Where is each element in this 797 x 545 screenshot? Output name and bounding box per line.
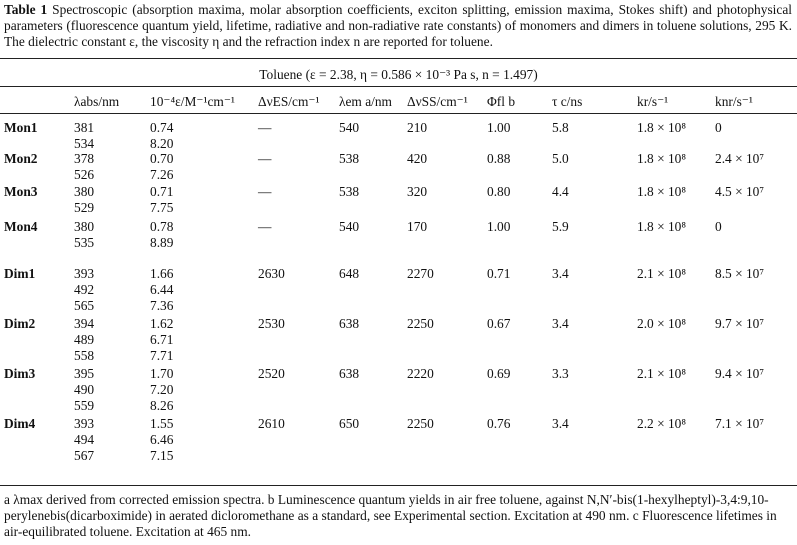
cell-labs: 490 <box>74 382 95 397</box>
cell-dss: 170 <box>407 219 428 234</box>
cell-lem: 638 <box>339 316 360 331</box>
cell-eps: 7.71 <box>150 348 174 363</box>
caption-text: Spectroscopic (absorption maxima, molar absorption coefficients, exciton splitting, emission maxima, Stokes shift) and photophysical parameters (fluorescence quantum yield, lifetime, radiative and non-radiative rate constants) of monomers and dimers in toluene solutions, 295 K. The dielectric constant ε, the viscosity η and the refraction index n are reported for toluene. <box>4 2 792 49</box>
cell-dss: 2270 <box>407 266 434 281</box>
cell-eps: 6.44 <box>150 282 174 297</box>
cell-tau: 4.4 <box>552 184 569 199</box>
footnote-b: b Luminescence quantum yields in air free toluene, against N,N′-bis(1-hexylheptyl)-3,4:9,10-perylenebis(dicarboximide) in aerated dicloromethane as a standard, see Experimental section. Excitation at 490 nm. <box>4 492 769 523</box>
cell-eps: 6.71 <box>150 332 174 347</box>
cell-kr: 1.8 × 10⁸ <box>637 151 687 166</box>
cell-labs: 559 <box>74 398 95 413</box>
cell-eps: 1.55 <box>150 416 174 431</box>
cell-eps: 1.62 <box>150 316 174 331</box>
cell-des: — <box>258 184 272 199</box>
cell-tau: 5.0 <box>552 151 569 166</box>
cell-phi: 0.67 <box>487 316 511 331</box>
cell-labs: 567 <box>74 448 95 463</box>
cell-des: 2630 <box>258 266 285 281</box>
cell-knr: 4.5 × 10⁷ <box>715 184 765 199</box>
cell-labs: 380 <box>74 219 95 234</box>
cell-tau: 3.3 <box>552 366 569 381</box>
table-caption <box>4 2 792 50</box>
cell-des: 2530 <box>258 316 285 331</box>
cell-phi: 0.69 <box>487 366 511 381</box>
cell-eps: 1.66 <box>150 266 174 281</box>
cell-kr: 2.1 × 10⁸ <box>637 366 687 381</box>
col-header-eps: 10⁻⁴ε/M⁻¹cm⁻¹ <box>150 94 235 109</box>
cell-eps: 8.89 <box>150 235 174 250</box>
cell-name: Mon3 <box>4 184 38 199</box>
cell-knr: 0 <box>715 219 722 234</box>
cell-tau: 3.4 <box>552 266 569 281</box>
cell-eps: 0.70 <box>150 151 174 166</box>
cell-lem: 540 <box>339 219 360 234</box>
cell-lem: 638 <box>339 366 360 381</box>
cell-knr: 0 <box>715 120 722 135</box>
cell-eps: 1.70 <box>150 366 174 381</box>
cell-eps: 6.46 <box>150 432 174 447</box>
cell-lem: 538 <box>339 184 360 199</box>
cell-kr: 1.8 × 10⁸ <box>637 184 687 199</box>
cell-labs: 492 <box>74 282 95 297</box>
cell-labs: 380 <box>74 184 95 199</box>
cell-des: 2610 <box>258 416 285 431</box>
cell-labs: 393 <box>74 266 95 281</box>
col-header-tau: τ c/ns <box>552 94 583 109</box>
cell-des: — <box>258 120 272 135</box>
cell-labs: 535 <box>74 235 95 250</box>
cell-dss: 2250 <box>407 416 434 431</box>
col-header-des: ΔνES/cm⁻¹ <box>258 94 320 109</box>
cell-lem: 540 <box>339 120 360 135</box>
cell-labs: 526 <box>74 167 95 182</box>
table-label: Table 1 <box>4 2 48 17</box>
cell-eps: 7.75 <box>150 200 174 215</box>
cell-dss: 320 <box>407 184 428 199</box>
cell-labs: 494 <box>74 432 95 447</box>
cell-phi: 1.00 <box>487 219 511 234</box>
cell-kr: 2.1 × 10⁸ <box>637 266 687 281</box>
solvent-name: Toluene <box>259 67 303 82</box>
cell-tau: 3.4 <box>552 316 569 331</box>
solvent-params: (ε = 2.38, η = 0.586 × 10⁻³ Pa s, n = 1.497) <box>305 67 538 82</box>
cell-des: — <box>258 151 272 166</box>
cell-tau: 5.8 <box>552 120 569 135</box>
cell-dss: 2250 <box>407 316 434 331</box>
cell-dss: 420 <box>407 151 428 166</box>
cell-labs: 393 <box>74 416 95 431</box>
cell-eps: 7.36 <box>150 298 174 313</box>
cell-knr: 9.7 × 10⁷ <box>715 316 765 331</box>
col-header-phi: Φfl b <box>487 94 516 109</box>
cell-labs: 489 <box>74 332 95 347</box>
cell-name: Dim3 <box>4 366 36 381</box>
cell-name: Mon2 <box>4 151 38 166</box>
cell-name: Dim2 <box>4 316 36 331</box>
col-header-knr: knr/s⁻¹ <box>715 94 753 109</box>
cell-kr: 2.2 × 10⁸ <box>637 416 687 431</box>
cell-eps: 0.74 <box>150 120 174 135</box>
cell-phi: 0.76 <box>487 416 511 431</box>
solvent-line <box>0 67 797 83</box>
cell-labs: 378 <box>74 151 95 166</box>
cell-phi: 1.00 <box>487 120 511 135</box>
cell-eps: 0.71 <box>150 184 174 199</box>
cell-kr: 2.0 × 10⁸ <box>637 316 687 331</box>
footnotes <box>4 492 792 540</box>
col-header-kr: kr/s⁻¹ <box>637 94 669 109</box>
cell-labs: 394 <box>74 316 95 331</box>
cell-phi: 0.80 <box>487 184 511 199</box>
cell-lem: 650 <box>339 416 360 431</box>
bottom-rule <box>0 485 797 486</box>
cell-eps: 7.26 <box>150 167 174 182</box>
cell-labs: 558 <box>74 348 95 363</box>
cell-kr: 1.8 × 10⁸ <box>637 219 687 234</box>
cell-eps: 7.15 <box>150 448 174 463</box>
cell-lem: 648 <box>339 266 360 281</box>
cell-phi: 0.88 <box>487 151 511 166</box>
cell-dss: 2220 <box>407 366 434 381</box>
cell-lem: 538 <box>339 151 360 166</box>
cell-labs: 395 <box>74 366 95 381</box>
cell-phi: 0.71 <box>487 266 511 281</box>
cell-labs: 529 <box>74 200 95 215</box>
footnote-a: a λmax derived from corrected emission spectra. <box>4 492 265 507</box>
cell-tau: 3.4 <box>552 416 569 431</box>
cell-knr: 7.1 × 10⁷ <box>715 416 765 431</box>
cell-name: Dim1 <box>4 266 36 281</box>
solvent-rule <box>0 86 797 87</box>
cell-knr: 2.4 × 10⁷ <box>715 151 765 166</box>
top-rule <box>0 58 797 59</box>
cell-name: Mon1 <box>4 120 38 135</box>
cell-knr: 8.5 × 10⁷ <box>715 266 765 281</box>
cell-eps: 8.20 <box>150 136 174 151</box>
cell-name: Dim4 <box>4 416 36 431</box>
col-header-labs: λabs/nm <box>74 94 120 109</box>
header-rule <box>0 113 797 114</box>
cell-eps: 7.20 <box>150 382 174 397</box>
footnote-c: c Fluorescence lifetimes in air-equilibrated toluene. Excitation at 465 nm. <box>4 508 777 539</box>
cell-dss: 210 <box>407 120 428 135</box>
cell-labs: 534 <box>74 136 95 151</box>
cell-labs: 381 <box>74 120 95 135</box>
cell-des: — <box>258 219 272 234</box>
cell-kr: 1.8 × 10⁸ <box>637 120 687 135</box>
cell-des: 2520 <box>258 366 285 381</box>
col-header-dss: ΔνSS/cm⁻¹ <box>407 94 468 109</box>
cell-eps: 0.78 <box>150 219 174 234</box>
col-header-lem: λem a/nm <box>339 94 392 109</box>
cell-knr: 9.4 × 10⁷ <box>715 366 765 381</box>
cell-labs: 565 <box>74 298 95 313</box>
cell-name: Mon4 <box>4 219 38 234</box>
cell-tau: 5.9 <box>552 219 569 234</box>
cell-eps: 8.26 <box>150 398 174 413</box>
